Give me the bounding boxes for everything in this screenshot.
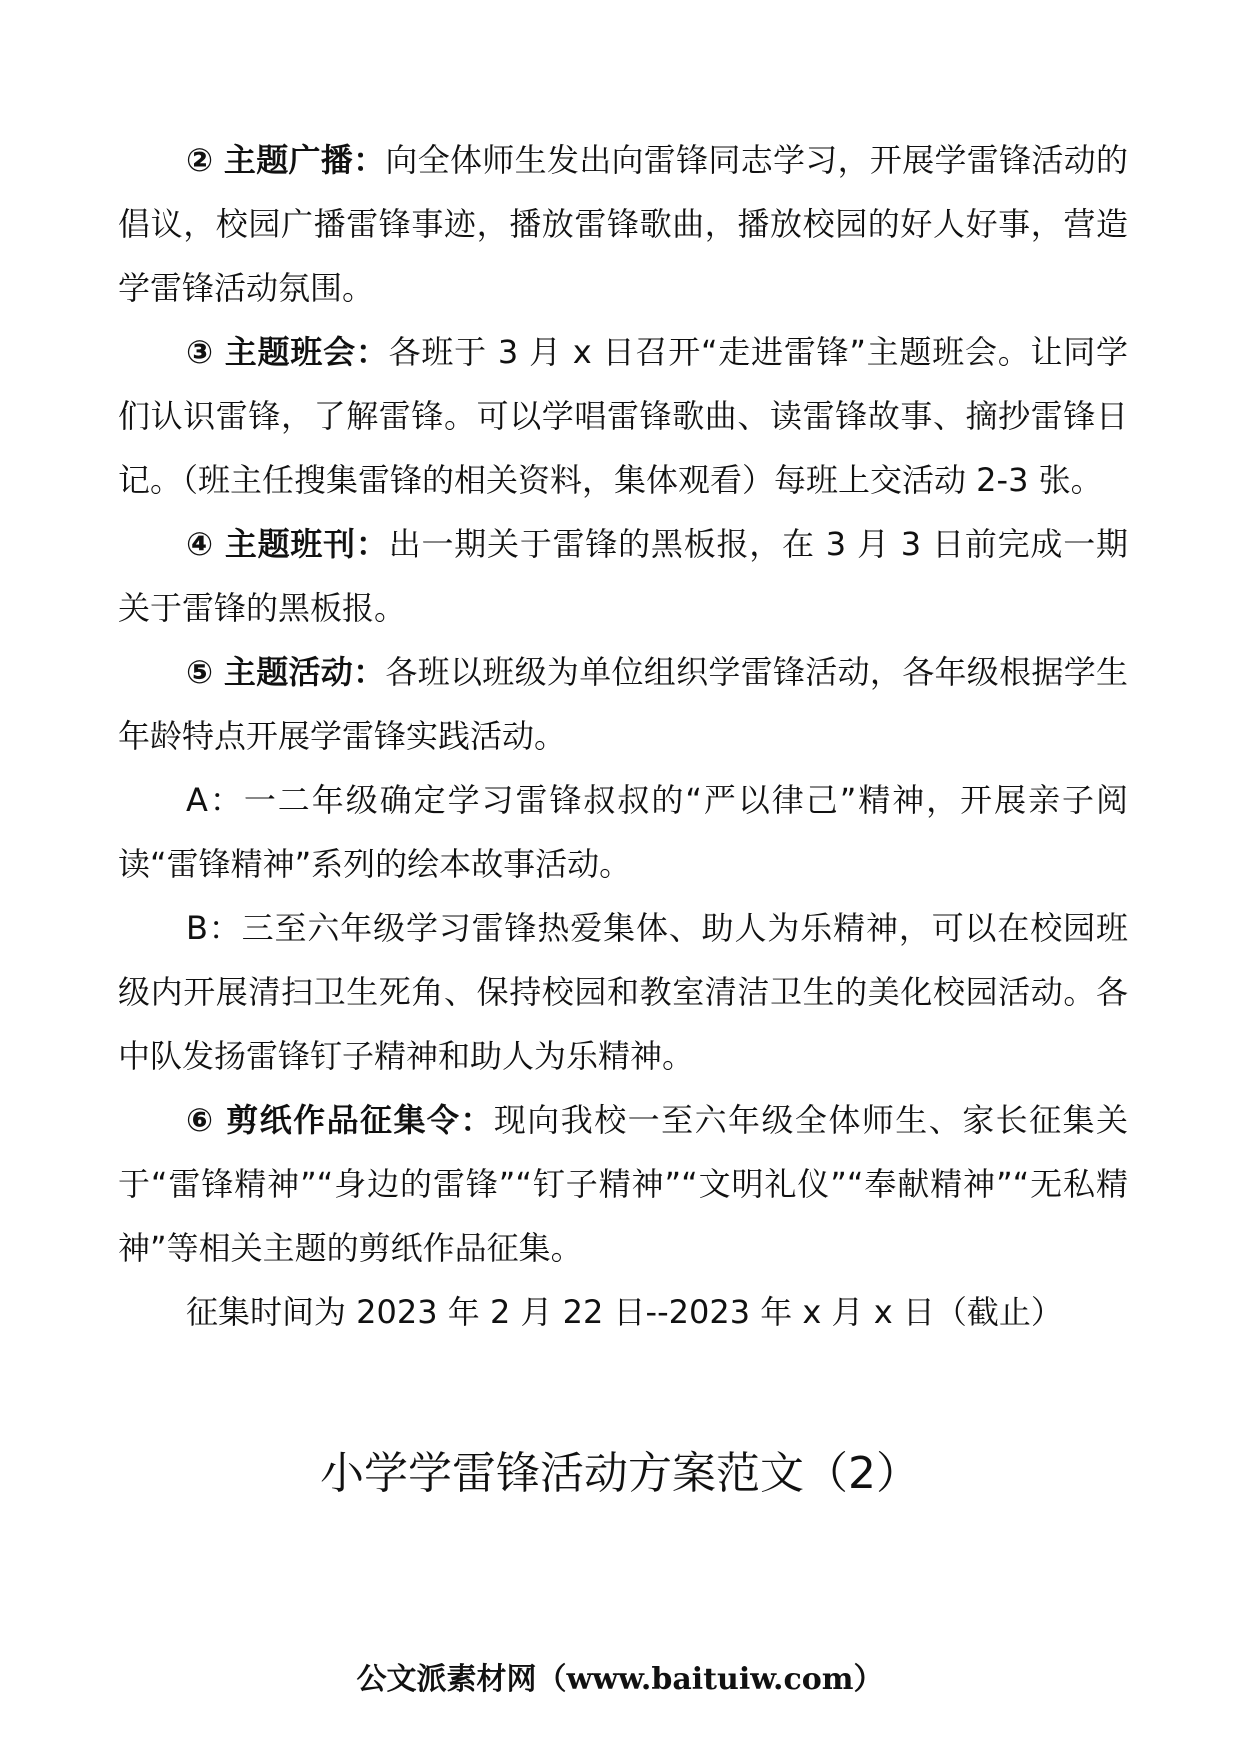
paragraph-lead: 主题广播：: [223, 141, 386, 179]
item-marker: ④: [186, 525, 214, 563]
document-body: [118, 128, 1128, 1344]
paragraph-text: 向全体师生发出向雷锋同志学习，开展学雷锋活动的倡议，校园广播雷锋事迹，播放雷锋歌曲，播放校园的好人好事，营造学雷锋活动氛围。: [118, 141, 1129, 307]
paragraph-text: 出一期关于雷锋的黑板报，在 3 月 3 日前完成一期关于雷锋的黑板报。: [118, 525, 1128, 627]
paragraph-lead: 主题班刊：: [224, 525, 389, 563]
item-marker: ⑤: [186, 653, 214, 691]
paragraph-text: 征集时间为 2023 年 2 月 22 日--2023 年 x 月 x 日（截止）: [186, 1293, 1063, 1331]
footer-source: 公文派素材网（www.baituiw.com）: [356, 1662, 884, 1697]
paragraph-papercut: [118, 1088, 1128, 1280]
item-marker: ②: [186, 141, 214, 179]
item-marker: ③: [186, 333, 214, 371]
paragraph-text: 各班以班级为单位组织学雷锋活动，各年级根据学生年龄特点开展学雷锋实践活动。: [118, 653, 1129, 755]
paragraph-activity: [118, 640, 1128, 768]
paragraph-lead: 主题班会：: [224, 333, 389, 371]
paragraph-text: 各班于 3 月 x 日召开“走进雷锋”主题班会。让同学们认识雷锋，了解雷锋。可以学唱雷锋歌曲、读雷锋故事、摘抄雷锋日记。（班主任搜集雷锋的相关资料，集体观看）每班上交活动 2-3 张。: [118, 333, 1128, 499]
paragraph-grade-b: [118, 896, 1128, 1088]
paragraph-text: B：三至六年级学习雷锋热爱集体、助人为乐精神，可以在校园班级内开展清扫卫生死角、保持校园和教室清洁卫生的美化校园活动。各中队发扬雷锋钉子精神和助人为乐精神。: [118, 909, 1128, 1075]
paragraph-lead: 剪纸作品征集令：: [226, 1101, 494, 1139]
item-marker: ⑥: [186, 1101, 215, 1139]
paragraph-broadcast: [118, 128, 1128, 320]
section-title: 小学学雷锋活动方案范文（2）: [320, 1448, 920, 1499]
paragraph-text: 现向我校一至六年级全体师生、家长征集关于“雷锋精神”“身边的雷锋”“钉子精神”“文明礼仪”“奉献精神”“无私精神”等相关主题的剪纸作品征集。: [118, 1101, 1129, 1267]
paragraph-lead: 主题活动：: [223, 653, 386, 691]
paragraph-class-journal: [118, 512, 1128, 640]
paragraph-grade-a: [118, 768, 1128, 896]
paragraph-class-meeting: [118, 320, 1128, 512]
paragraph-deadline: [118, 1280, 1128, 1344]
paragraph-text: A：一二年级确定学习雷锋叔叔的“严以律己”精神，开展亲子阅读“雷锋精神”系列的绘本故事活动。: [118, 781, 1128, 883]
